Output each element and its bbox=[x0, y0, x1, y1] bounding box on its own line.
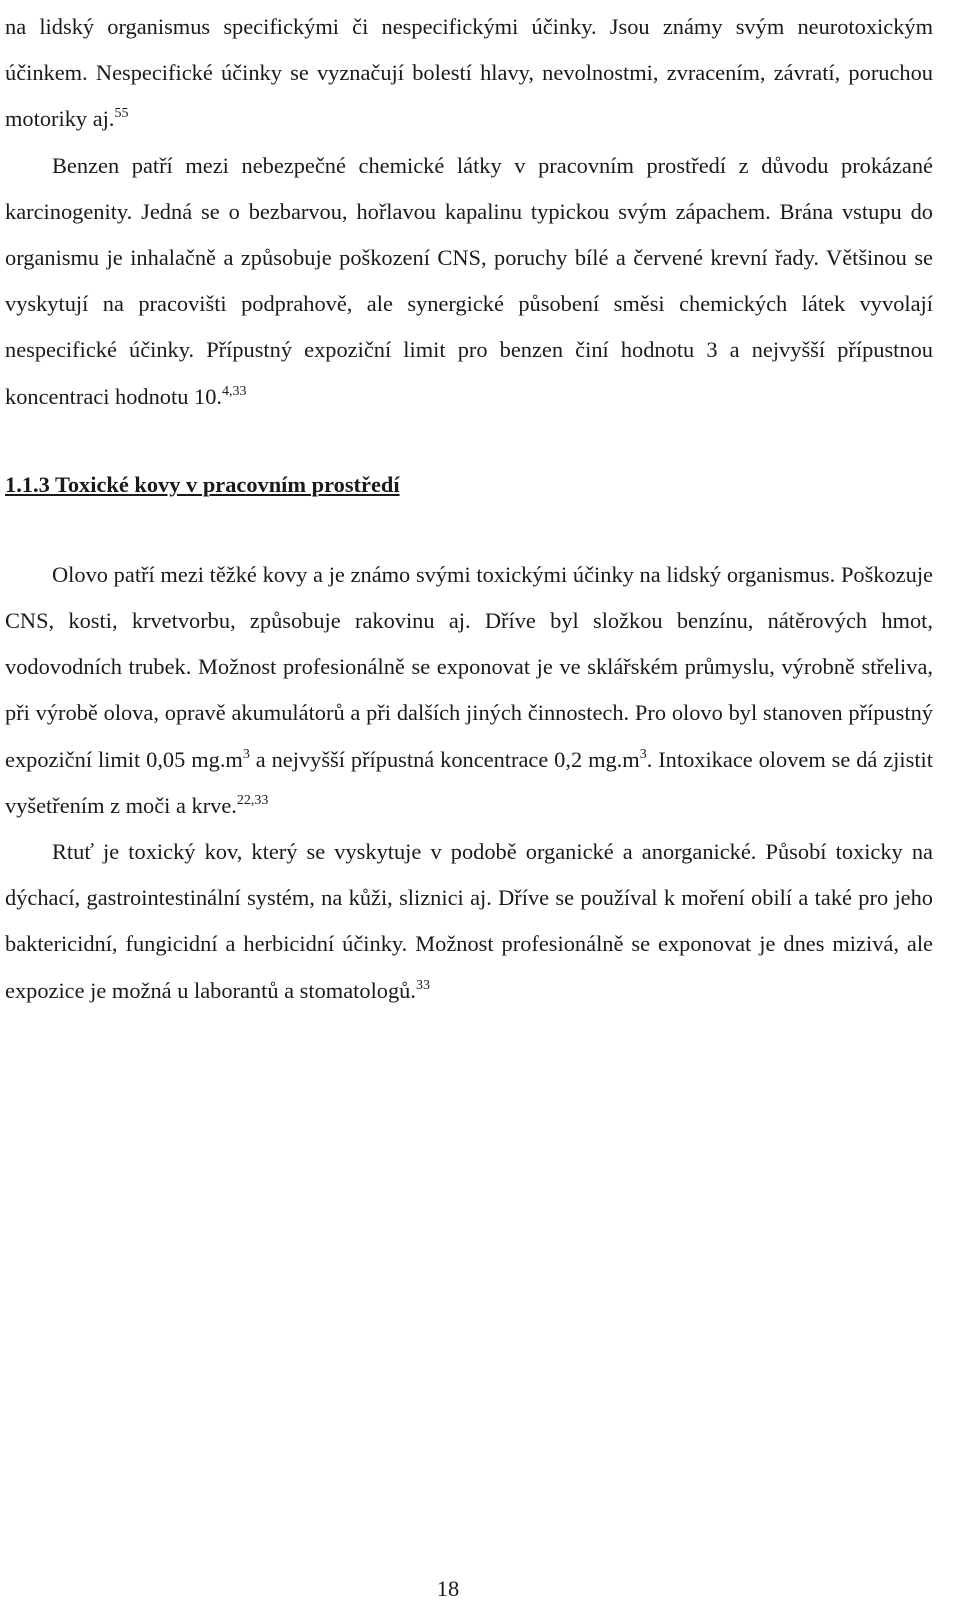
paragraph-mercury bbox=[5, 829, 933, 1014]
citation-superscript: 33 bbox=[415, 977, 430, 993]
text-segment: Olovo patří mezi těžké kovy a je známo svými toxickými účinky na lidský organismus. Poškozuje CNS, kosti, krvetvorbu, způsobuje rakovinu aj. Dříve byl složkou benzínu, nátěrových hmot, vodovodních trubek. Možnost profesionálně se exponovat je ve sklářském průmyslu, výrobně střeliva, při výrobě olova, opravě akumulátorů a při dalších jiných činnostech. Pro olovo byl stanoven přípustný expoziční limit 0,05 mg.m bbox=[5, 561, 933, 772]
paragraph-lead bbox=[5, 552, 933, 829]
section-spacer bbox=[5, 420, 933, 462]
page-content bbox=[5, 4, 933, 1014]
paragraph-benzene bbox=[5, 143, 933, 420]
section-spacer bbox=[5, 508, 933, 552]
text-segment: na lidský organismus specifickými či nespecifickými účinky. Jsou známy svým neurotoxickým účinkem. Nespecifické účinky se vyznačují bolestí hlavy, nevolnostmi, zvracením, závratí, poruchou motoriky aj. bbox=[5, 14, 933, 132]
paragraph-neurotoxic-effects bbox=[5, 4, 933, 143]
text-segment: Benzen patří mezi nebezpečné chemické látky v pracovním prostředí z důvodu prokázané karcinogenity. Jedná se o bezbarvou, hořlavou kapalinu typickou svým zápachem. Brána vstupu do organismu je inhalačně a způsobuje poškození CNS, poruchy bílé a červené krevní řady. Většinou se vyskytují na pracovišti podprahově, ale synergické působení směsi chemických látek vyvolají nespecifické účinky. Přípustný expoziční limit pro benzen činí hodnotu 3 a nejvyšší přípustnou koncentraci hodnotu 10. bbox=[5, 152, 933, 409]
page-number: 18 bbox=[436, 1576, 460, 1601]
section-heading: 1.1.3 Toxické kovy v pracovním prostředí bbox=[5, 471, 400, 497]
citation-superscript: 3 bbox=[639, 746, 647, 762]
citation-superscript: 22,33 bbox=[236, 792, 269, 808]
text-segment: a nejvyšší přípustná koncentrace 0,2 mg.m bbox=[249, 746, 640, 772]
citation-superscript: 55 bbox=[114, 106, 129, 122]
text-segment: . Intoxikace olovem se dá zjistit vyšetřením z moči a krve. bbox=[5, 746, 934, 818]
citation-superscript: 3 bbox=[242, 746, 250, 762]
citation-superscript: 4,33 bbox=[222, 383, 247, 399]
text-segment: Rtuť je toxický kov, který se vyskytuje v podobě organické a anorganické. Působí toxicky na dýchací, gastrointestinální systém, na kůži, sliznici aj. Dříve se používal k moření obilí a také pro jeho baktericidní, fungicidní a herbicidní účinky. Možnost profesionálně se exponovat je dnes mizivá, ale expozice je možná u laborantů a stomatologů. bbox=[5, 839, 933, 1003]
